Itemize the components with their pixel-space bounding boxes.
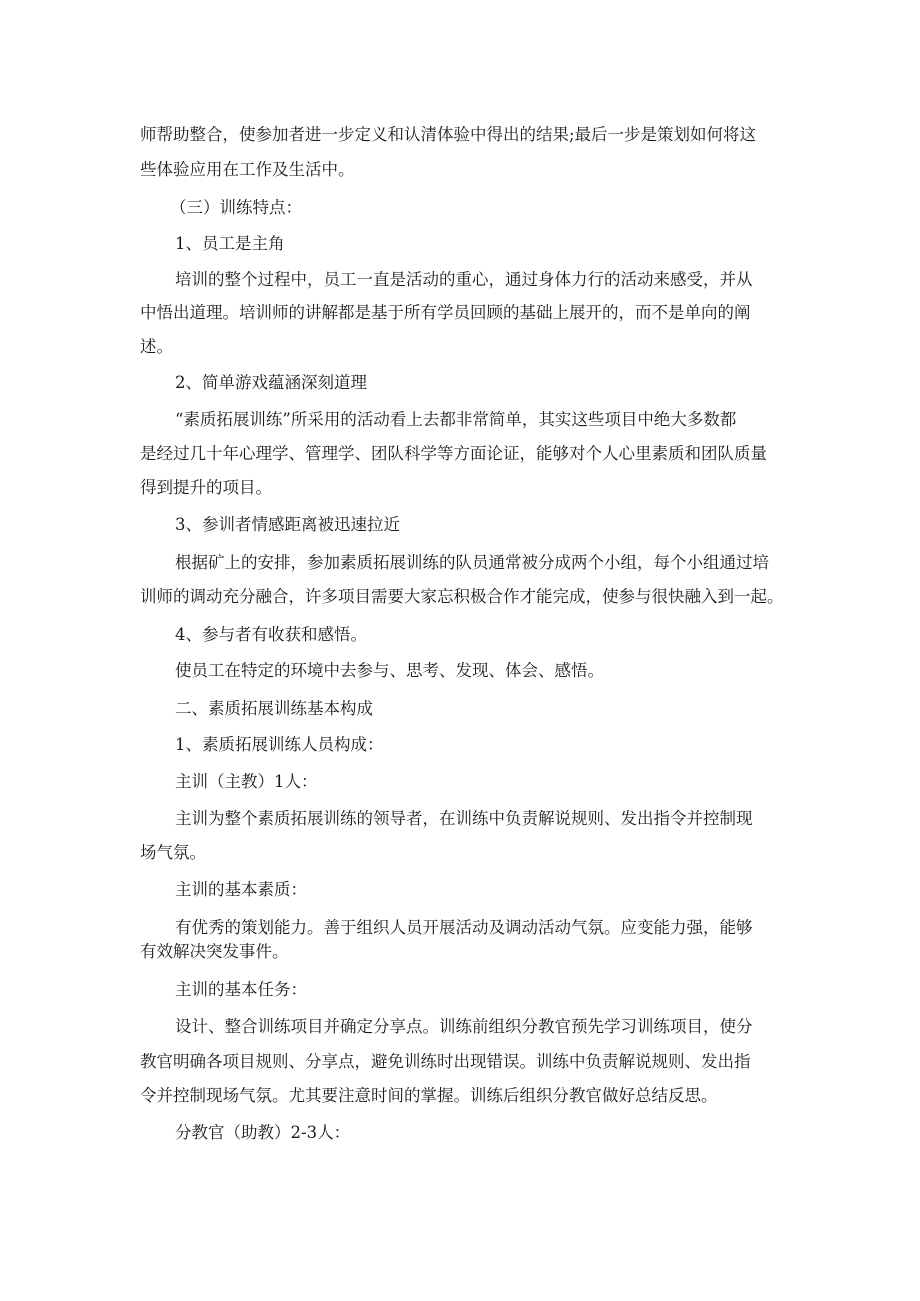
subsection-heading: 主训（主教）1人： xyxy=(175,772,318,791)
subsection-heading: 分教官（助教）2-3人： xyxy=(175,1123,351,1142)
paragraph-line: 根据矿上的安排，参加素质拓展训练的队员通常被分成两个小组，每个小组通过培 xyxy=(175,553,769,572)
subsection-heading: 1、素质拓展训练人员构成： xyxy=(175,735,384,754)
paragraph-line: 有优秀的策划能力。善于组织人员开展活动及调动活动气氛。应变能力强，能够 xyxy=(175,918,753,937)
subsection-heading: 2、简单游戏蕴涵深刻道理 xyxy=(175,373,367,392)
paragraph-line: 设计、整合训练项目并确定分享点。训练前组织分教官预先学习训练项目，使分 xyxy=(175,1017,753,1036)
paragraph-line: 述。 xyxy=(140,337,173,356)
section-heading: （三）训练特点： xyxy=(170,198,302,217)
paragraph-line: 使员工在特定的环境中去参与、思考、发现、体会、感悟。 xyxy=(175,661,604,680)
paragraph-line: 师帮助整合，使参加者进一步定义和认清体验中得出的结果;最后一步是策划如何将这 xyxy=(140,125,757,144)
subsection-heading: 主训的基本素质： xyxy=(175,880,307,899)
paragraph-line: 是经过几十年心理学、管理学、团队科学等方面论证，能够对个人心里素质和团队质量 xyxy=(140,444,767,463)
paragraph-line: 令并控制现场气氛。尤其要注意时间的掌握。训练后组织分教官做好总结反思。 xyxy=(140,1086,718,1105)
paragraph-line: 些体验应用在工作及生活中。 xyxy=(140,160,355,179)
paragraph-line: 中悟出道理。培训师的讲解都是基于所有学员回顾的基础上展开的，而不是单向的阐 xyxy=(140,303,751,322)
subsection-heading: 主训的基本任务： xyxy=(175,980,307,999)
paragraph-line: 教官明确各项目规则、分享点，避免训练时出现错误。训练中负责解说规则、发出指 xyxy=(140,1052,751,1071)
paragraph-line: 场气氛。 xyxy=(140,843,206,862)
subsection-heading: 3、参训者情感距离被迅速拉近 xyxy=(175,515,400,534)
paragraph-line: 训师的调动充分融合，许多项目需要大家忘积极合作才能完成，使参与很快融入到一起。 xyxy=(140,587,784,606)
section-heading: 二、素质拓展训练基本构成 xyxy=(175,699,373,718)
paragraph-line: 主训为整个素质拓展训练的领导者，在训练中负责解说规则、发出指令并控制现 xyxy=(175,809,753,828)
subsection-heading: 4、参与者有收获和感悟。 xyxy=(175,625,367,644)
paragraph-line: 有效解决突发事件。 xyxy=(140,942,289,961)
paragraph-line: 得到提升的项目。 xyxy=(140,478,272,497)
paragraph-line: 培训的整个过程中，员工一直是活动的重心，通过身体力行的活动来感受，并从 xyxy=(175,270,753,289)
paragraph-line: “素质拓展训练”所采用的活动看上去都非常简单，其实这些项目中绝大多数都 xyxy=(175,410,737,429)
subsection-heading: 1、员工是主角 xyxy=(175,234,285,253)
